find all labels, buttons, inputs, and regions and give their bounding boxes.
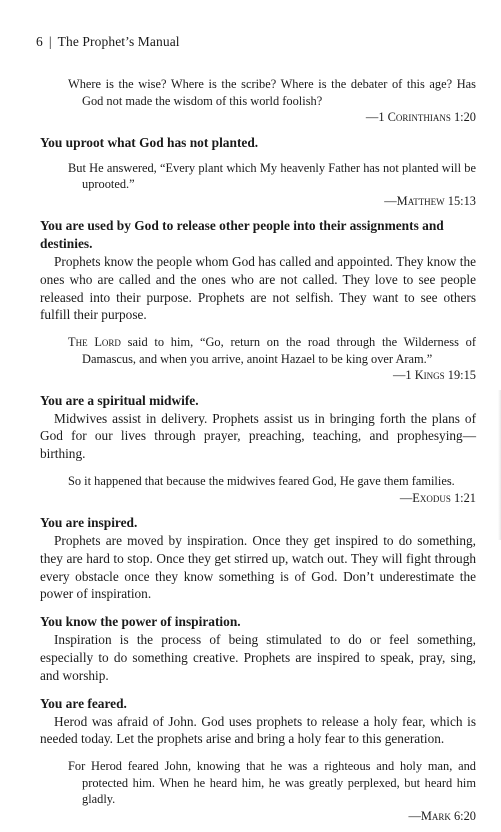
quote-text: But He answered, “Every plant which My heavenly Father has not planted will be uprooted.” — [68, 160, 476, 191]
section-heading: You are inspired. — [40, 515, 138, 531]
book-title: The Prophet’s Manual — [57, 34, 180, 49]
section-heading: You are a spiritual midwife. — [40, 392, 199, 408]
section-heading: You are used by God to release other people into their assignments and destinies. — [40, 218, 444, 251]
scripture-reference: —Mark 6:20 — [408, 808, 476, 823]
quote-text: For Herod feared John, knowing that he was a righteous and holy man, and protected him. When he heard him, he was greatly perplexed, but heard him gladly. — [68, 759, 476, 807]
scripture-reference: —1 Kings 19:15 — [393, 368, 476, 383]
body-paragraph: Prophets know the people whom God has called and appointed. They know the ones who are called and the ones who are not called. They love to see people released into their purpose. Prophets are not selfish. They want to see others fulfill their purpose. — [40, 254, 476, 323]
running-header — [36, 34, 180, 50]
scripture-reference: —Exodus 1:21 — [399, 490, 476, 505]
scripture-quote — [68, 160, 476, 193]
body-paragraph: Prophets are moved by inspiration. Once they get inspired to do something, they are hard to stop. Once they get stirred up, watch out. They will fight through every obstacle once they know something is of God. Don’t underestimate the power of inspiration. — [40, 533, 476, 602]
scripture-quote — [68, 76, 476, 109]
scripture-reference: —Matthew 15:13 — [384, 193, 476, 208]
scripture-quote — [68, 334, 476, 367]
header-separator: | — [48, 34, 52, 49]
section-heading: You know the power of inspiration. — [40, 614, 241, 630]
quote-text-rest: said to him, “Go, return on the road through the Wilderness of Damascus, and when you arrive, anoint Hazael to be king over Aram.” — [82, 335, 476, 366]
scripture-quote — [68, 473, 476, 490]
quote-text — [68, 334, 476, 367]
scripture-reference: —1 Corinthians 1:20 — [365, 110, 476, 124]
lord-small-caps: The Lord — [68, 335, 121, 350]
body-paragraph: Herod was afraid of John. God uses prophets to release a holy fear, which is needed today. Let the prophets arise and bring a holy fear to this generation. — [40, 713, 476, 747]
section-heading: You uproot what God has not planted. — [40, 134, 259, 150]
page-number: 6 — [36, 34, 43, 49]
body-paragraph: Inspiration is the process of being stimulated to do or feel something, especially to do something creative. Prophets are inspired to speak, pray, sing, and worship. — [40, 632, 476, 683]
section-heading: You are feared. — [40, 695, 127, 711]
body-paragraph: Midwives assist in delivery. Prophets assist us in bringing forth the plans of God for our lives through prayer, preaching, teaching, and prophesying—birthing. — [40, 410, 476, 462]
quote-text: So it happened that because the midwives feared God, He gave them families. — [68, 474, 455, 489]
page-content — [40, 76, 476, 832]
scripture-quote — [68, 758, 476, 808]
quote-text: Where is the wise? Where is the scribe? Where is the debater of this age? Has God not made the wisdom of this world foolish? — [68, 77, 476, 108]
